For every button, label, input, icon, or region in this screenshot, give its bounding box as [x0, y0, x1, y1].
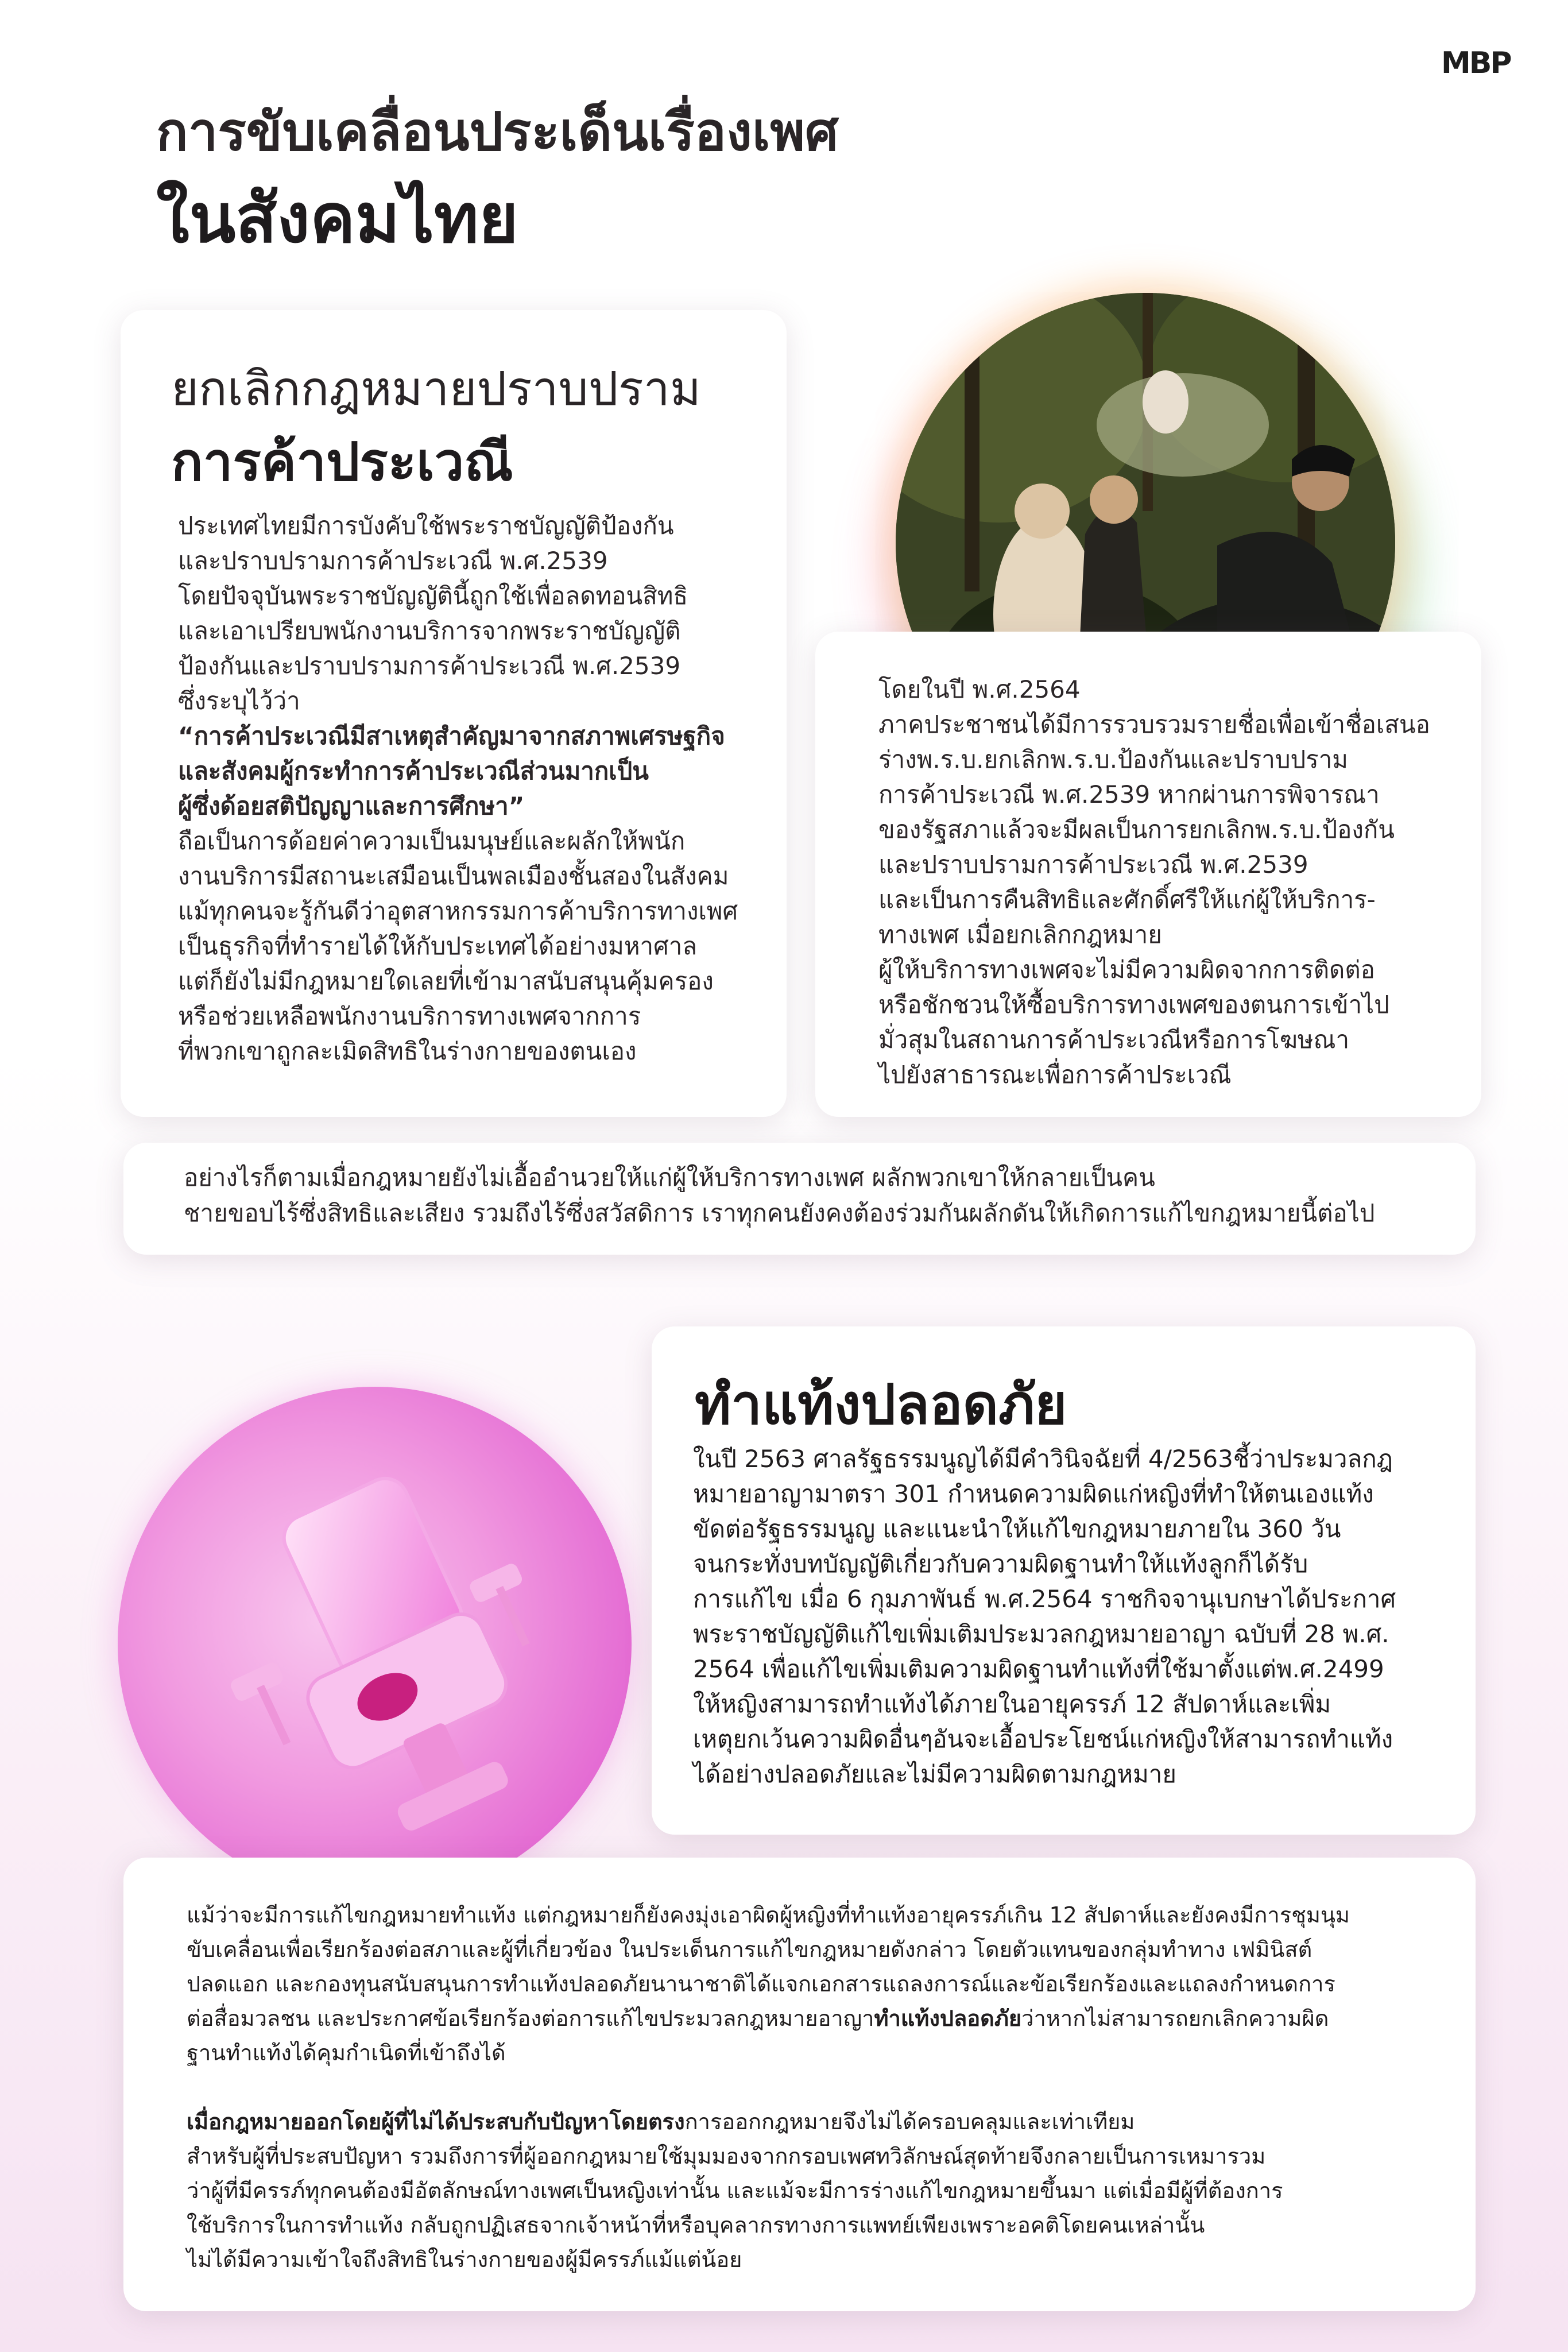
quote-line: “การค้าประเวณีมีสาเหตุสำคัญมาจากสภาพเศรษฐกิจ [178, 722, 725, 750]
text-line: หรือชักชวนให้ซื้อบริการทางเพศของตนการเข้าไป [878, 991, 1389, 1019]
text-line: หรือช่วยเหลือพนักงานบริการทางเพศจากการ [178, 1002, 641, 1030]
section2-body [878, 672, 1447, 1092]
text-line: 2564 เพื่อแก้ไขเพิ่มเติมความผิดฐานทำแท้งที่ใช้มาตั้งแต่พ.ศ.2499 [693, 1655, 1384, 1683]
repeal-proposal-card [815, 632, 1481, 1117]
bold-keyword: ทำแท้งปลอดภัย [874, 2006, 1022, 2031]
section1-heading-line2: การค้าประเวณี [171, 431, 513, 493]
text-segment: ว่าหากไม่สามารถยกเลิกความผิด [1021, 2006, 1329, 2031]
paragraph-gap [187, 2070, 1438, 2105]
section1-heading-line1: ยกเลิกกฎหมายปราบปราม [171, 362, 701, 416]
text-line: และปราบปรามการค้าประเวณี พ.ศ.2539 [878, 850, 1308, 879]
text-line: หมายอาญามาตรา 301 กำหนดความผิดแก่หญิงที่ทำให้ตนเองแท้ง [693, 1480, 1374, 1508]
text-line: การแก้ไข เมื่อ 6 กุมภาพันธ์ พ.ศ.2564 ราชกิจจานุเบกษาได้ประกาศ [693, 1585, 1396, 1613]
text-line: ชายขอบไร้ซึ่งสิทธิและเสียง รวมถึงไร้ซึ่งสวัสดิการ เราทุกคนยังคงต้องร่วมกันผลักดันให้เกิดการแก้ไขกฎหมายนี้ต่อไป [184, 1199, 1375, 1227]
text-line: ในปี 2563 ศาลรัฐธรรมนูญได้มีคำวินิจฉัยที่ 4/2563ชี้ว่าประมวลกฎ [693, 1445, 1393, 1473]
section4-body [693, 1441, 1451, 1792]
text-line: และเป็นการคืนสิทธิและศักดิ์ศรีให้แก่ผู้ให้บริการ- [878, 885, 1376, 914]
safe-abortion-card [652, 1326, 1476, 1835]
brand-logo: MBP [1441, 46, 1511, 80]
section5-body [187, 1898, 1438, 2277]
text-line: ขับเคลื่อนเพื่อเรียกร้องต่อสภาและผู้ที่เกี่ยวข้อง ในประเด็นการแก้ไขกฎหมายดังกล่าว โดยตัวแทนของกลุ่มทำทาง เฟมินิสต์ [187, 1937, 1313, 1962]
text-line: ผู้ให้บริการทางเพศจะไม่มีความผิดจากการติดต่อ [878, 956, 1375, 984]
text-line: ฐานทำแท้งได้คุมกำเนิดที่เข้าถึงได้ [187, 2040, 506, 2065]
text-line: ร่างพ.ร.บ.ยกเลิกพ.ร.บ.ป้องกันและปราบปราม [878, 745, 1348, 773]
page-title-line1: การขับเคลื่อนประเด็นเรื่องเพศ [156, 101, 839, 163]
bold-lead: เมื่อกฎหมายออกโดยผู้ที่ไม่ได้ประสบกับปัญหาโดยตรง [187, 2109, 685, 2134]
text-line: มั่วสุมในสถานการค้าประเวณีหรือการโฆษณา [878, 1026, 1350, 1054]
text-segment: การออกกฎหมายจึงไม่ได้ครอบคลุมและเท่าเทียม [684, 2109, 1135, 2134]
text-line: และปราบปรามการค้าประเวณี พ.ศ.2539 [178, 547, 608, 575]
prostitution-law-card [121, 310, 787, 1117]
section3-body [184, 1160, 1447, 1231]
text-line: ประเทศไทยมีการบังคับใช้พระราชบัญญัติป้องกัน [178, 512, 674, 540]
page-title-line2: ในสังคมไทย [156, 179, 518, 258]
text-line: ปลดแอก และกองทุนสนับสนุนการทำแท้งปลอดภัยนานาชาติได้แจกเอกสารแถลงการณ์และข้อเรียกร้องและแถลงกำหนดการ [187, 1971, 1335, 1997]
text-line: ไม่ได้มีความเข้าใจถึงสิทธิในร่างกายของผู้มีครรภ์แม้แต่น้อย [187, 2247, 742, 2272]
text-line: การค้าประเวณี พ.ศ.2539 หากผ่านการพิจารณา [878, 780, 1380, 808]
text-line: ใช้บริการในการทำแท้ง กลับถูกปฏิเสธจากเจ้าหน้าที่หรือบุคลากรทางการแพทย์เพียงเพราะอคติโดยคนเหล่านั้น [187, 2212, 1205, 2238]
text-line: จนกระทั่งบทบัญญัติเกี่ยวกับความผิดฐานทำให้แท้งลูกก็ได้รับ [693, 1550, 1308, 1578]
text-line: และเอาเปรียบพนักงานบริการจากพระราชบัญญัติ [178, 617, 681, 645]
section1-body [178, 508, 764, 1069]
text-line: ป้องกันและปราบปรามการค้าประเวณี พ.ศ.2539 [178, 652, 681, 680]
text-line: อย่างไรก็ตามเมื่อกฎหมายยังไม่เอื้ออำนวยให้แก่ผู้ให้บริการทางเพศ ผลักพวกเขาให้กลายเป็นคน [184, 1163, 1155, 1192]
summary-banner-card [123, 1143, 1476, 1255]
text-line: ให้หญิงสามารถทำแท้งได้ภายในอายุครรภ์ 12 สัปดาห์และเพิ่ม [693, 1690, 1331, 1718]
text-line: ของรัฐสภาแล้วจะมีผลเป็นการยกเลิกพ.ร.บ.ป้องกัน [878, 815, 1395, 844]
text-line: ไปยังสาธารณะเพื่อการค้าประเวณี [878, 1061, 1232, 1089]
section4-heading: ทำแท้งปลอดภัย [695, 1372, 1067, 1437]
text-line: พระราชบัญญัติแก้ไขเพิ่มเติมประมวลกฎหมายอาญา ฉบับที่ 28 พ.ศ. [693, 1620, 1389, 1648]
text-line: ที่พวกเขาถูกละเมิดสิทธิในร่างกายของตนเอง [178, 1037, 637, 1065]
text-segment: ต่อสื่อมวลชน และประกาศข้อเรียกร้องต่อการแก้ไขประมวลกฎหมายอาญา [187, 2006, 874, 2031]
text-line: งานบริการมีสถานะเสมือนเป็นพลเมืองชั้นสองในสังคม [178, 862, 729, 890]
text-line: ขัดต่อรัฐธรรมนูญ และแนะนำให้แก้ไขกฎหมายภายใน 360 วัน [693, 1515, 1341, 1543]
text-line: เป็นธุรกิจที่ทำรายได้ให้กับประเทศได้อย่างมหาศาล [178, 932, 698, 960]
text-line: แม้ว่าจะมีการแก้ไขกฎหมายทำแท้ง แต่กฎหมายก็ยังคงมุ่งเอาผิดผู้หญิงที่ทำแท้งอายุครรภ์เกิน 12 สัปดาห์และยังคงมีการชุมนุม [187, 1902, 1350, 1928]
text-line: ว่าผู้ที่มีครรภ์ทุกคนต้องมีอัตลักษณ์ทางเพศเป็นหญิงเท่านั้น และแม้จะมีการร่างแก้ไขกฎหมายขึ้นมา แต่เมื่อมีผู้ที่ต้องการ [187, 2178, 1283, 2203]
text-line [187, 2001, 1438, 2036]
text-line: แม้ทุกคนจะรู้กันดีว่าอุตสาหกรรมการค้าบริการทางเพศ [178, 897, 738, 925]
text-line: ถือเป็นการด้อยค่าความเป็นมนุษย์และผลักให้พนัก [178, 827, 686, 855]
quote-line: และสังคมผู้กระทำการค้าประเวณีส่วนมากเป็น [178, 757, 649, 785]
text-line: เหตุยกเว้นความผิดอื่นๆอันจะเอื้อประโยชน์แก่หญิงให้สามารถทำแท้ง [693, 1725, 1393, 1753]
text-line: สำหรับผู้ที่ประสบปัญหา รวมถึงการที่ผู้ออกกฎหมายใช้มุมมองจากกรอบเพศทวิลักษณ์สุดท้ายจึงกลายเป็นการเหมารวม [187, 2144, 1266, 2169]
gyn-chair-illustration [118, 1387, 632, 1901]
abortion-advocacy-card [123, 1858, 1476, 2311]
text-line: โดยปัจจุบันพระราชบัญญัตินี้ถูกใช้เพื่อลดทอนสิทธิ [178, 582, 688, 610]
medical-chair-image [118, 1387, 632, 1901]
text-line: ได้อย่างปลอดภัยและไม่มีความผิดตามกฎหมาย [693, 1760, 1176, 1788]
text-line: แต่ก็ยังไม่มีกฎหมายใดเลยที่เข้ามาสนับสนุนคุ้มครอง [178, 967, 714, 995]
text-line: ภาคประชาชนได้มีการรวบรวมรายชื่อเพื่อเข้าชื่อเสนอ [878, 710, 1430, 738]
text-line: ทางเพศ เมื่อยกเลิกกฎหมาย [878, 920, 1162, 949]
text-line: โดยในปี พ.ศ.2564 [878, 675, 1081, 703]
text-line [187, 2105, 1438, 2139]
quote-line: ผู้ซึ่งด้อยสติปัญญาและการศึกษา” [178, 792, 525, 820]
text-line: ซึ่งระบุไว้ว่า [178, 687, 300, 715]
